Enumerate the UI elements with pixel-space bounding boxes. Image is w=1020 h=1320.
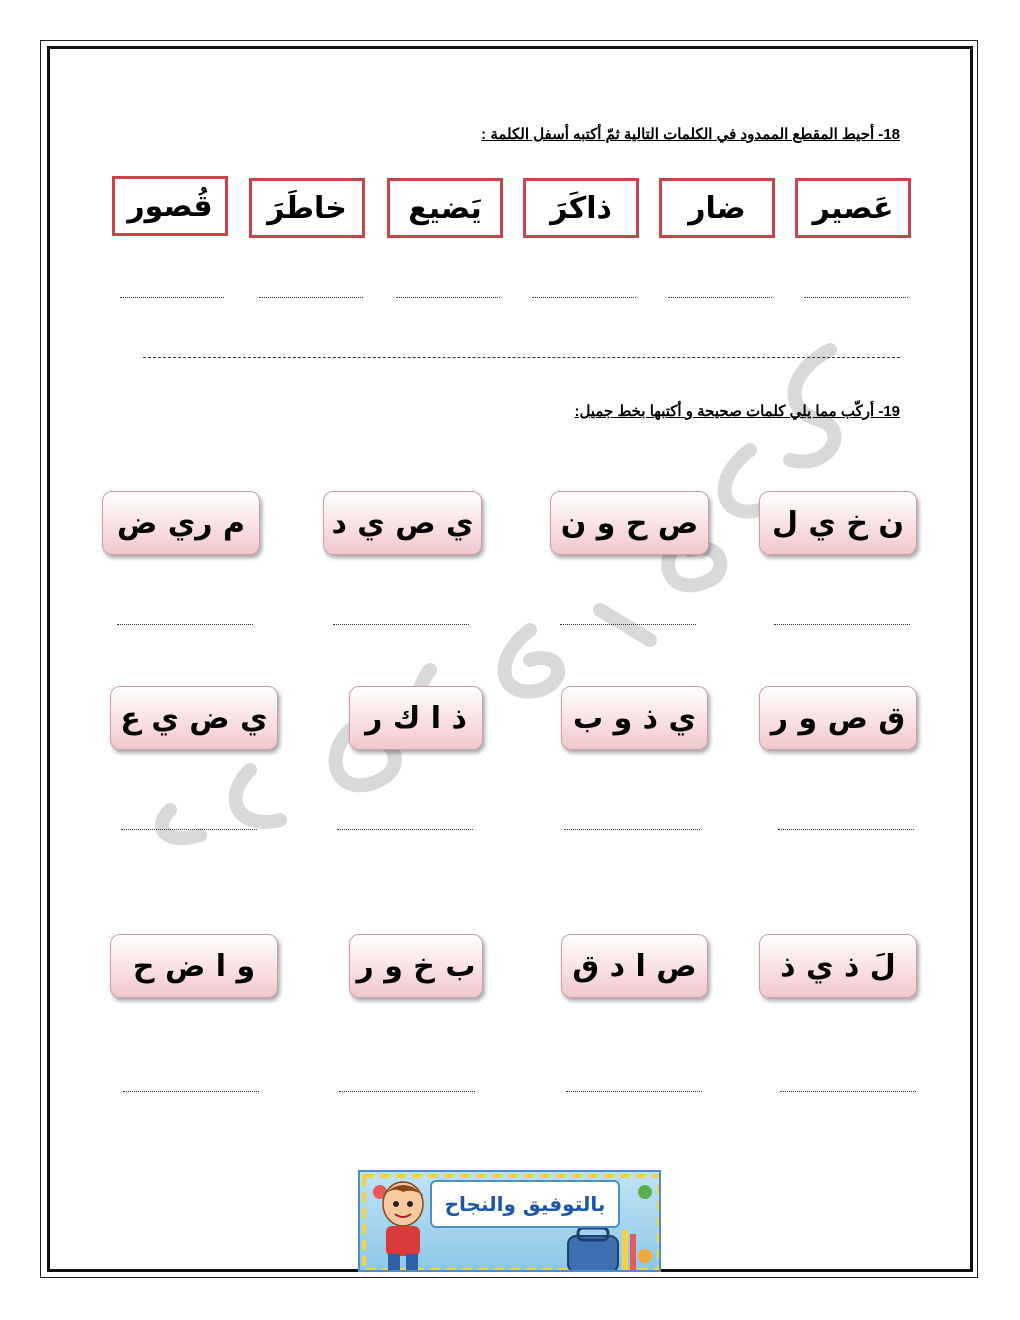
section-separator [143,357,900,358]
word-box-4: يَضيع [387,178,503,238]
word-box-2: ضار [659,178,775,238]
boy-character-icon [368,1174,438,1272]
answer-line[interactable] [804,297,908,298]
answer-line[interactable] [333,624,469,625]
answer-line[interactable] [259,297,363,298]
answer-line[interactable] [121,829,257,830]
letter-card: ي ص ي د [323,491,482,555]
letter-card: ذ ا ك ر [349,686,483,750]
answer-line[interactable] [117,624,253,625]
answer-line[interactable] [668,297,772,298]
answer-line[interactable] [123,1091,259,1092]
letter-card: و ا ض ح [110,934,278,998]
word-box-6: قُصور [112,176,228,236]
question-18-title: 18- أحيط المقطع الممدود في الكلمات التالية ثمّ أكتبه أسفل الكلمة : [481,126,900,143]
answer-line[interactable] [339,1091,475,1092]
letter-card: ب خ و ر [349,934,483,998]
answer-line[interactable] [337,829,473,830]
answer-line[interactable] [532,297,636,298]
letter-card: ي ذ و ب [561,686,708,750]
word-box-3: ذاكَرَ [523,178,639,238]
answer-line[interactable] [778,829,914,830]
letter-card: ص ح و ن [550,491,709,555]
good-luck-banner [358,1170,661,1272]
school-bag-icon [560,1224,640,1272]
answer-line[interactable] [566,1091,702,1092]
answer-line[interactable] [396,297,500,298]
letter-card: ن خ ي ل [759,491,917,555]
letter-card: ق ص و ر [759,686,917,750]
letter-card: ص ا د ق [561,934,708,998]
answer-line[interactable] [774,624,910,625]
question-19-title: 19- أركّب مما يلي كلمات صحيحة و أكتبها بخط جميل: [574,403,900,420]
good-luck-text: بالتوفيق والنجاح [430,1180,620,1228]
answer-line[interactable] [564,829,700,830]
answer-line[interactable] [780,1091,916,1092]
word-box-1: عَصير [795,178,911,238]
letter-card: ي ض ي ع [110,686,278,750]
letter-card: لَ ذ ي ذ [759,934,917,998]
word-box-5: خاطَرَ [249,178,365,238]
answer-line[interactable] [120,297,224,298]
answer-line[interactable] [560,624,696,625]
letter-card: م ري ض [102,491,260,555]
